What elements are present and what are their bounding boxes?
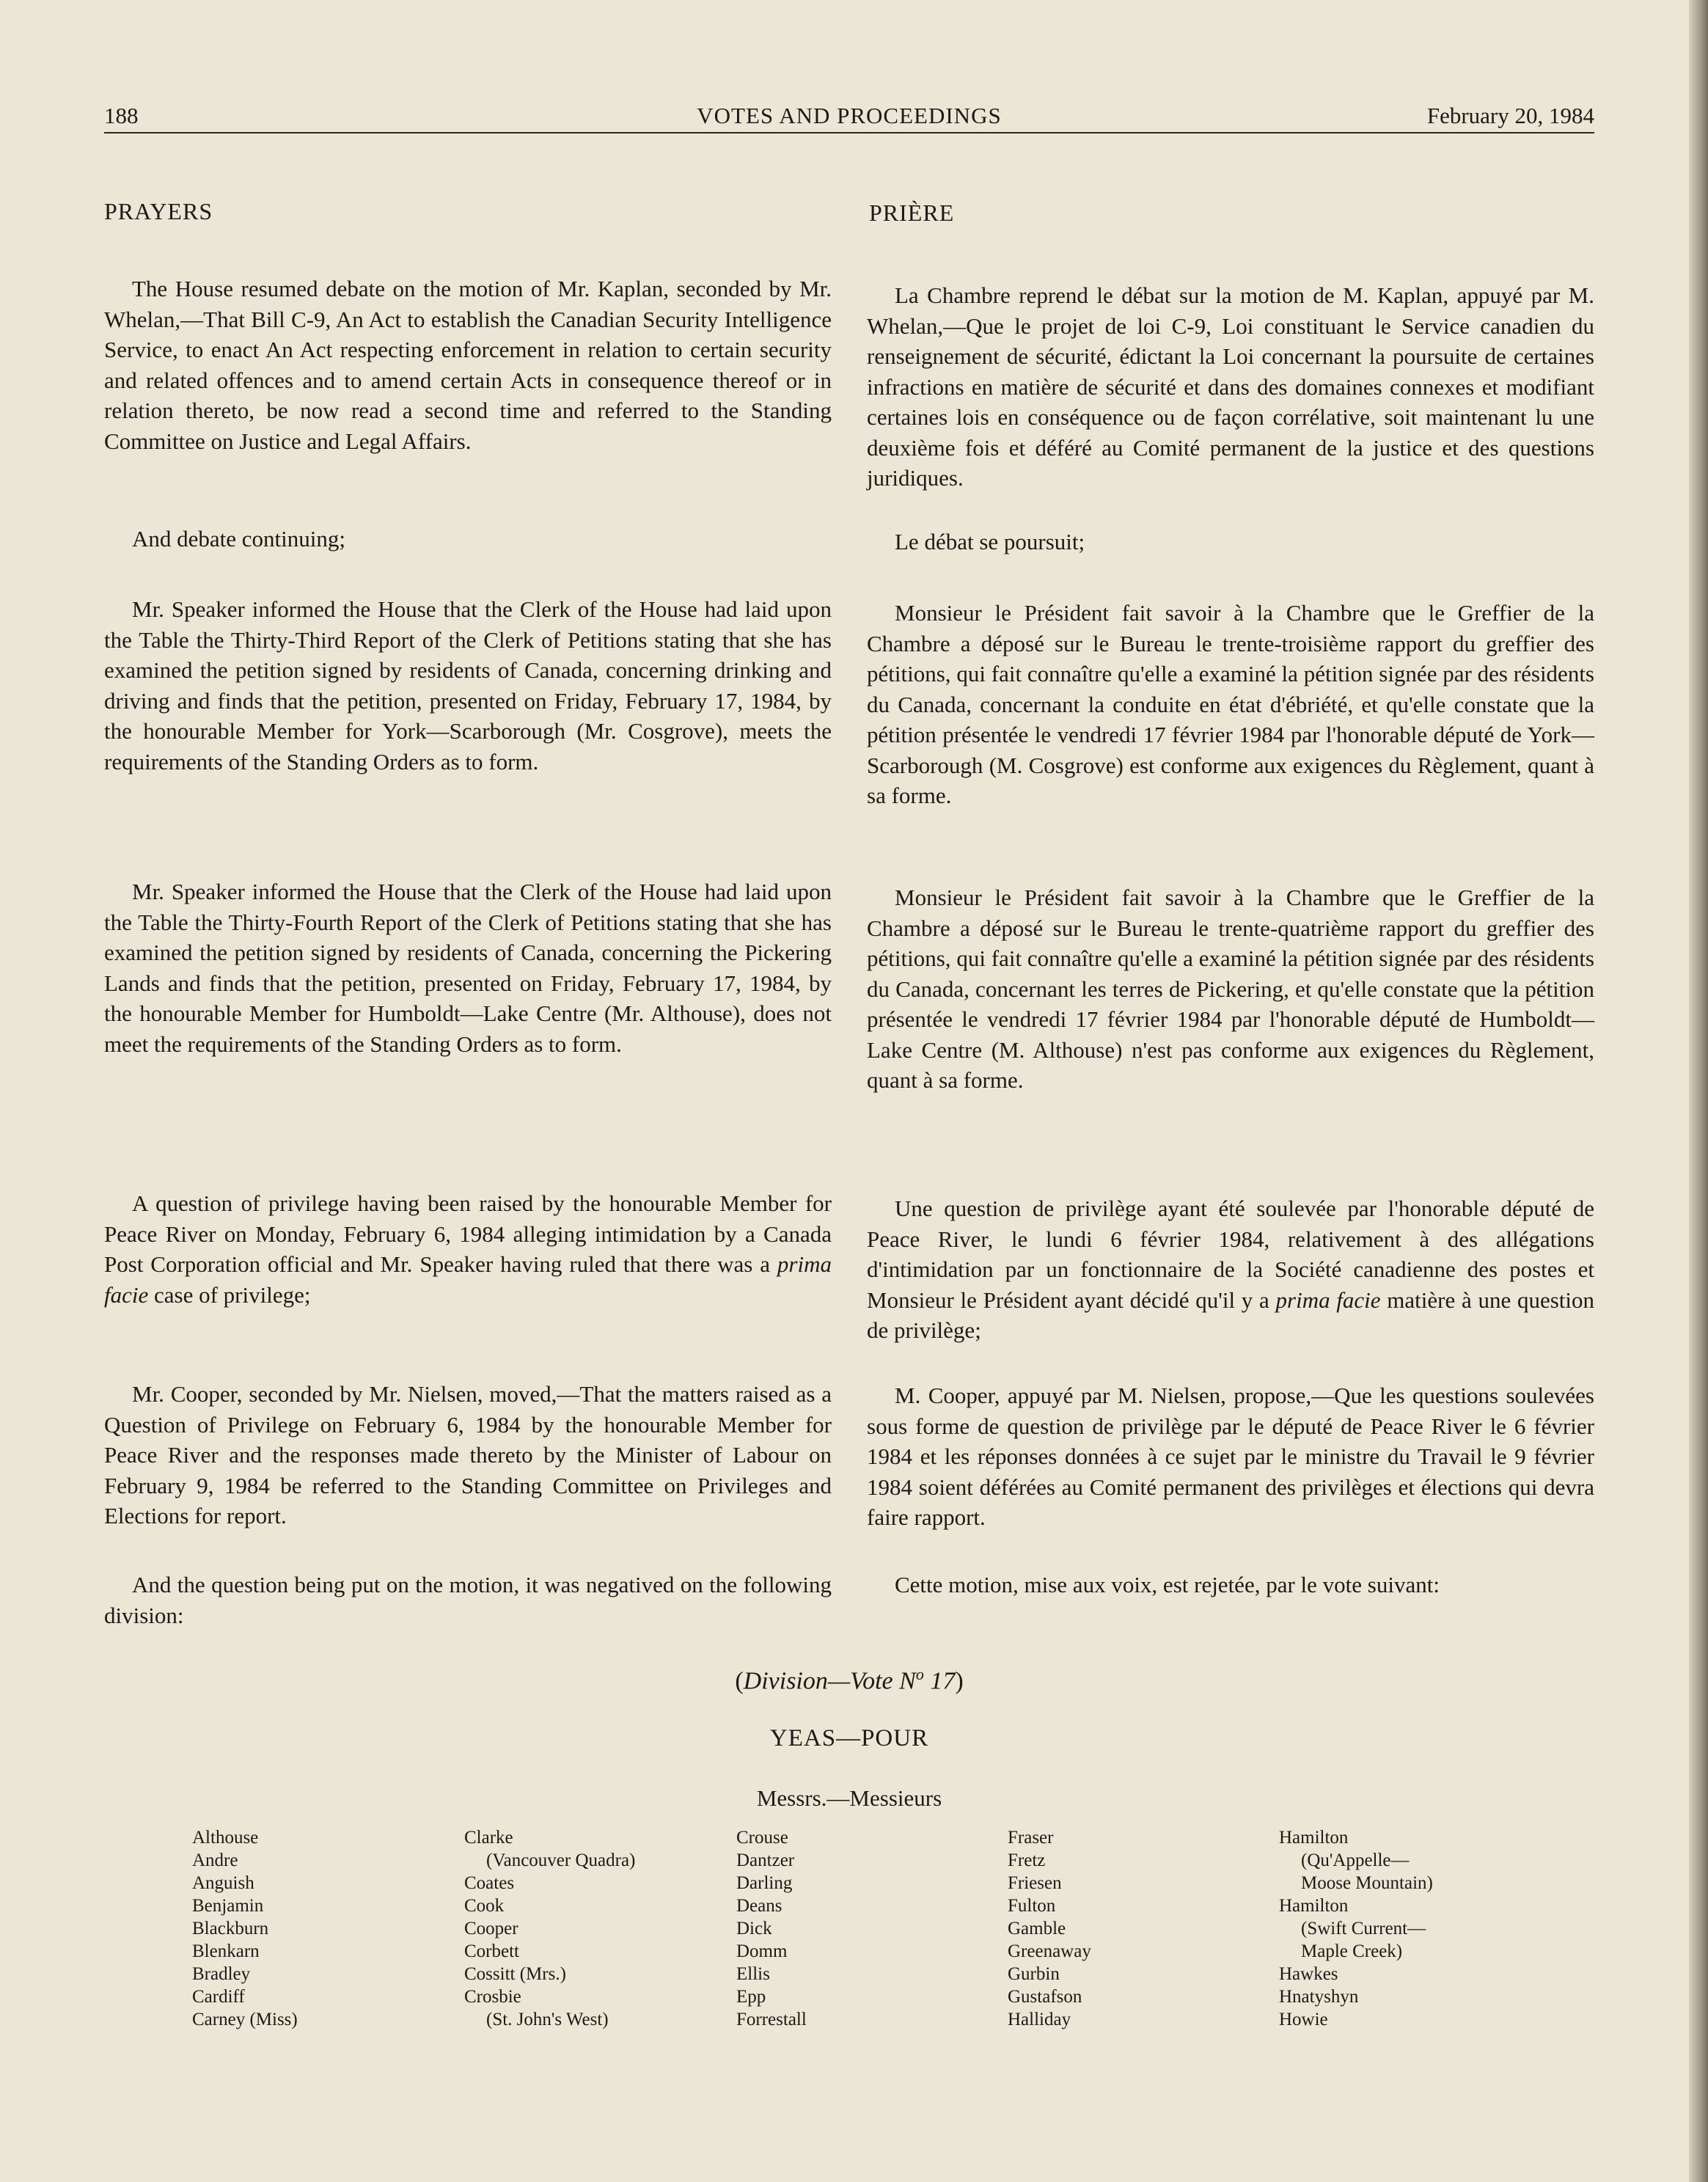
member-name: Coates [464,1873,515,1893]
member-name: Anguish [192,1873,254,1893]
member-riding: (St. John's West) [486,2010,609,2029]
member-name: Carney (Miss) [192,2010,298,2029]
member-name: Howie [1279,2010,1328,2029]
page-edge [1689,0,1708,2182]
member-name: Halliday [1008,2010,1071,2029]
member-name: Dick [736,1919,772,1938]
member-name: Gurbin [1008,1964,1060,1984]
member-name: Blenkarn [192,1941,260,1961]
fr-paragraph-4: Monsieur le Président fait savoir à la Chambre que le Greffier de la Chambre a déposé sur le Bureau le trente-quatrième rapport du greffier des pétitions, qui fait connaître qu'elle a examiné la pétition signée par des résidents du Canada, concernant les terres de Pickering, et qu'elle constate que la pétition présentée le vendredi 17 février 1984 par l'honorable député de Humboldt—Lake Centre (M. Althouse) n'est pas conforme aux exigences du Règlement, quant à sa forme. [867,885,1594,1093]
en-paragraph-6: Mr. Cooper, seconded by Mr. Nielsen, moved,—That the matters raised as a Question of Privilege on February 6, 1984 by the honourable Member for Peace River and the responses made thereto by the Minister of Labour on February 9, 1984 be referred to the Standing Committee on Privileges and Elections for report. [104,1381,832,1529]
member-name: Althouse [192,1828,259,1848]
en-paragraph-1: The House resumed debate on the motion of Mr. Kaplan, seconded by Mr. Whelan,—That Bill C-9, An Act to establish the Canadian Security Intelligence Service, to enact An Act respecting enforcement in relation to certain security and related offences and to amend certain Acts in consequence thereof or in relation thereto, be now read a second time and referred to the Standing Committee on Justice and Legal Affairs. [104,276,832,454]
member-name: Friesen [1008,1873,1062,1893]
member-name: Corbett [464,1941,519,1961]
fr-paragraph-3: Monsieur le Président fait savoir à la Chambre que le Greffier de la Chambre a déposé sur le Bureau le trente-troisième rapport du greffier des pétitions, qui fait connaître qu'elle a examiné la pétition signée par des résidents du Canada, concernant la conduite en état d'ébriété, et qu'elle constate que la pétition présentée le vendredi 17 février 1984 par l'honorable député de York—Scarborough (M. Cosgrove) est conforme aux exigences du Règlement, quant à sa forme. [867,600,1594,808]
member-name: Fraser [1008,1828,1054,1848]
yeas-heading: YEAS—POUR [769,1725,929,1751]
member-name: Cossitt (Mrs.) [464,1964,566,1984]
header-date: February 20, 1984 [1426,103,1594,128]
member-name: Deans [736,1896,782,1916]
member-name: Crouse [736,1828,788,1848]
member-name: Fulton [1008,1896,1056,1916]
heading-prayers: PRAYERS [104,198,213,224]
heading-priere: PRIÈRE [869,199,955,226]
fr-paragraph-6: M. Cooper, appuyé par M. Nielsen, propose,—Que les questions soulevées sous forme de question de privilège par le député de Peace River le 6 février 1984 et les réponses données à ce sujet par le ministre du Travail le 9 février 1984 soient déférées au Comité permanent des privilèges et élections qui devra faire rapport. [867,1383,1594,1530]
member-name: Cook [464,1896,505,1916]
en-paragraph-3: Mr. Speaker informed the House that the Clerk of the House had laid upon the Table the Thirty-Third Report of the Clerk of Petitions stating that she has examined the petition signed by residents of Canada, concerning drinking and driving and finds that the petition, presented on Friday, February 17, 1984, by the honourable Member for York—Scarborough (Mr. Cosgrove), meets the requirements of the Standing Orders as to form. [104,596,832,775]
member-name: Cooper [464,1919,518,1938]
names-column-5 [1279,1826,1433,2031]
member-riding: Moose Mountain) [1301,1873,1433,1893]
page-header [104,100,1594,133]
member-name: Darling [736,1873,793,1893]
member-name: Dantzer [736,1850,795,1870]
member-riding: (Qu'Appelle— [1301,1850,1410,1870]
member-name: Gustafson [1008,1987,1082,2007]
member-name: Ellis [736,1964,770,1984]
member-name: Hamilton [1279,1828,1349,1848]
member-name: Benjamin [192,1896,264,1916]
member-name: Hnatyshyn [1279,1987,1359,2007]
fr-paragraph-2: Le débat se poursuit; [895,529,1085,554]
member-name: Blackburn [192,1919,269,1938]
member-name: Crosbie [464,1987,521,2007]
en-paragraph-7: And the question being put on the motion, it was negatived on the following division: [104,1572,832,1628]
en-paragraph-2: And debate continuing; [132,526,345,552]
member-name: Hamilton [1279,1896,1349,1916]
member-riding: Maple Creek) [1301,1941,1403,1961]
fr-paragraph-5: Une question de privilège ayant été soulevée par l'honorable député de Peace River, le lundi 6 février 1984, relativement à des allégations d'intimidation par un fonctionnaire de la Société canadienne des postes et Monsieur le Président ayant décidé qu'il y a prima facie matière à une question de privilège; [867,1196,1594,1343]
en-paragraph-4: Mr. Speaker informed the House that the Clerk of the House had laid upon the Table the Thirty-Fourth Report of the Clerk of Petitions stating that she has examined the petition signed by residents of Canada, concerning the Pickering Lands and finds that the petition, presented on Friday, February 17, 1984, by the honourable Member for Humboldt—Lake Centre (Mr. Althouse), does not meet the requirements of the Standing Orders as to form. [104,879,832,1057]
fr-paragraph-7: Cette motion, mise aux voix, est rejetée, par le vote suivant: [895,1572,1440,1597]
member-name: Forrestall [736,2010,807,2029]
member-name: Domm [736,1941,788,1961]
member-riding: (Vancouver Quadra) [486,1850,636,1870]
member-name: Clarke [464,1828,513,1848]
fr-paragraph-1: La Chambre reprend le débat sur la motion de M. Kaplan, appuyé par M. Whelan,—Que le projet de loi C-9, Loi constituant le Service canadien du renseignement de sécurité, édictant la Loi concernant la poursuite de certaines infractions en matière de sécurité et dans des domaines connexes et modifiant certaines lois en conséquence ou de façon corrélative, soit maintenant lu une deuxième fois et déféré au Comité permanent de la justice et des questions juridiques. [867,282,1594,491]
member-name: Greenaway [1008,1941,1091,1961]
member-name: Fretz [1008,1850,1046,1870]
member-name: Epp [736,1987,766,2007]
page-number: 188 [104,103,139,128]
member-name: Gamble [1008,1919,1066,1938]
member-name: Bradley [192,1964,251,1984]
member-name: Cardiff [192,1987,245,2007]
names-column-4 [1008,1826,1091,2031]
division-title: (Division—Vote $N^o$ 17) [735,1665,964,1695]
member-name: Andre [192,1850,238,1870]
names-column-3 [736,1826,807,2031]
running-title: VOTES AND PROCEEDINGS [697,103,1002,128]
messrs-heading: Messrs.—Messieurs [756,1785,942,1811]
en-paragraph-5: A question of privilege having been raised by the honourable Member for Peace River on Monday, February 6, 1984 alleging intimidation by a Canada Post Corporation official and Mr. Speaker having ruled that there was a prima facie case of privilege; [104,1190,832,1308]
names-column-1 [192,1826,298,2031]
member-name: Hawkes [1279,1964,1338,1984]
member-riding: (Swift Current— [1301,1919,1426,1938]
names-column-2 [464,1826,635,2031]
